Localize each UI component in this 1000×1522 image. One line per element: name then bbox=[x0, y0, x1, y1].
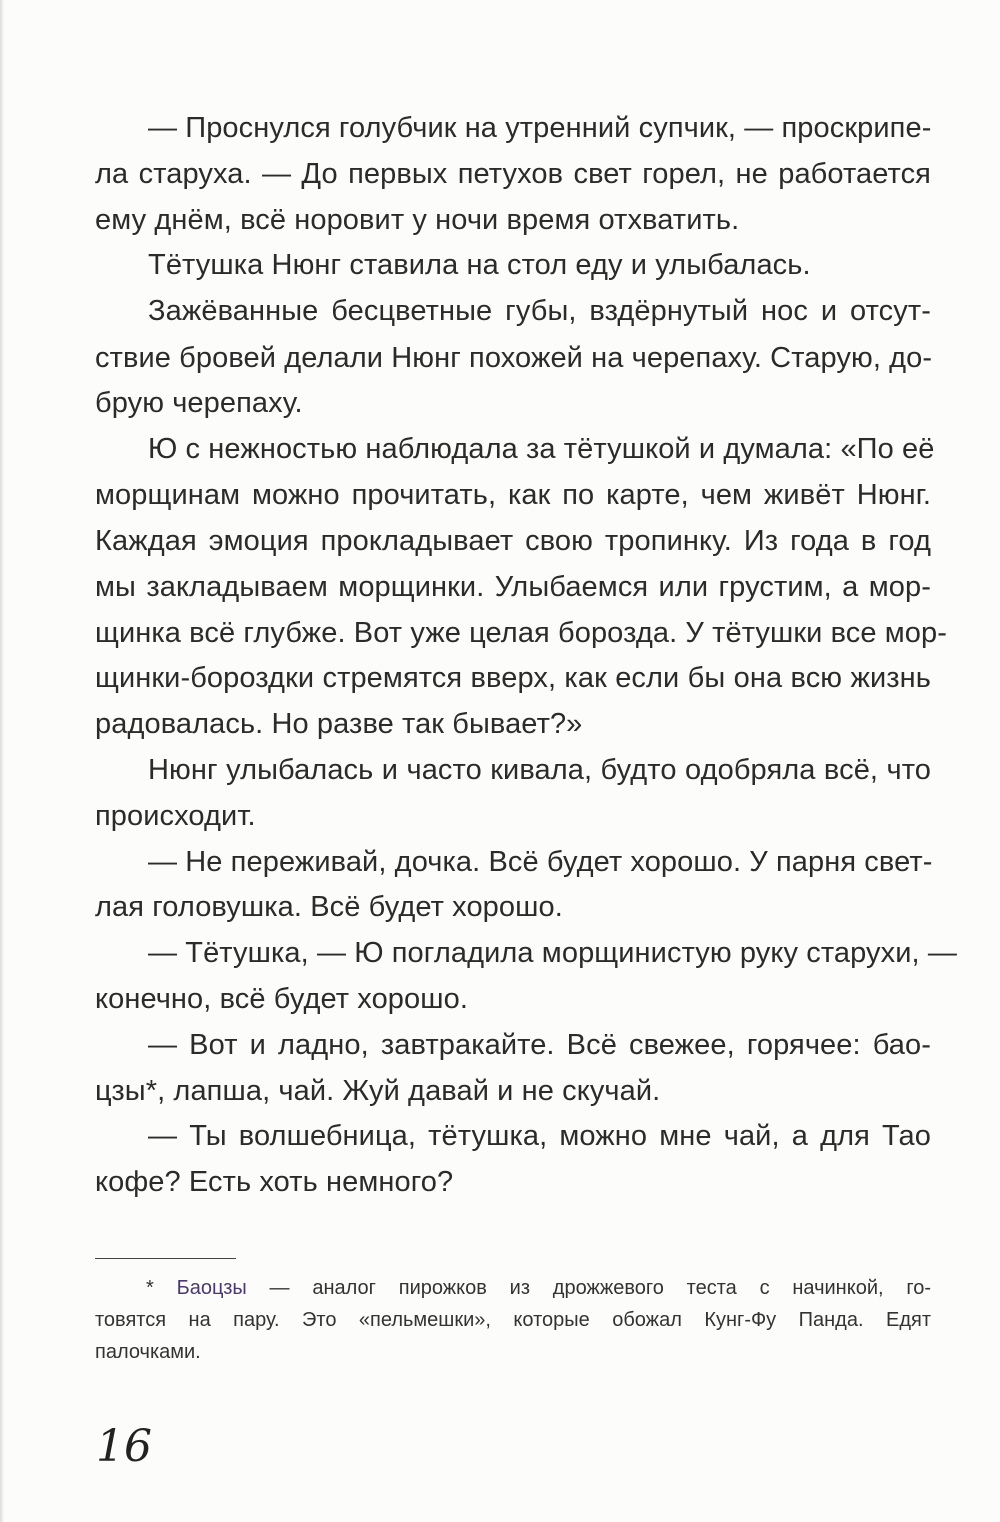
text-line: щинки-бороздки стремятся вверх, как если бы она всю жизнь bbox=[95, 662, 931, 694]
page-number: 16 bbox=[96, 1421, 152, 1472]
footnote-line: палочками. bbox=[95, 1341, 201, 1363]
footnote-divider bbox=[95, 1258, 236, 1259]
footnote-text: — аналог пирожков из дрожжевого теста с начинкой, го- bbox=[246, 1277, 931, 1299]
text-line: ему днём, всё норовит у ночи время отхватить. bbox=[95, 204, 740, 236]
footnote-term: Баоцзы bbox=[176, 1277, 247, 1299]
footnote-line bbox=[146, 1274, 931, 1302]
text-line: радовалась. Но разве так бывает?» bbox=[95, 708, 583, 740]
text-line: ствие бровей делали Нюнг похожей на черепаху. Старую, до- bbox=[95, 342, 933, 374]
text-line: Тётушка Нюнг ставила на стол еду и улыбалась. bbox=[148, 249, 811, 281]
text-line: Зажёванные бесцветные губы, вздёрнутый нос и отсут- bbox=[148, 295, 931, 327]
text-line: Ю с нежностью наблюдала за тётушкой и думала: «По её bbox=[148, 433, 935, 465]
text-line: цзы*, лапша, чай. Жуй давай и не скучай. bbox=[95, 1075, 661, 1107]
text-line: ла старуха. — До первых петухов свет горел, не работается bbox=[95, 158, 931, 190]
text-line: мы закладываем морщинки. Улыбаемся или грустим, а мор- bbox=[95, 571, 931, 603]
text-line: лая головушка. Всё будет хорошо. bbox=[95, 891, 563, 923]
text-line: морщинам можно прочитать, как по карте, чем живёт Нюнг. bbox=[95, 479, 931, 511]
text-line: — Ты волшебница, тётушка, можно мне чай, а для Тао bbox=[148, 1120, 931, 1152]
footnote-marker: * bbox=[146, 1277, 154, 1299]
page-edge-shadow bbox=[0, 0, 4, 1522]
text-line: — Вот и ладно, завтракайте. Всё свежее, горячее: бао- bbox=[148, 1029, 931, 1061]
text-line: Нюнг улыбалась и часто кивала, будто одобряла всё, что bbox=[148, 754, 931, 786]
text-line: кофе? Есть хоть немного? bbox=[95, 1166, 454, 1198]
text-line: — Проснулся голубчик на утренний супчик, — проскрипе- bbox=[148, 112, 932, 144]
footnote-line: товятся на пару. Это «пельмешки», которые обожал Кунг-Фу Панда. Едят bbox=[95, 1309, 931, 1331]
text-line: происходит. bbox=[95, 800, 256, 832]
text-line: брую черепаху. bbox=[95, 387, 303, 419]
text-line: — Не переживай, дочка. Всё будет хорошо. У парня свет- bbox=[148, 846, 933, 878]
text-line: конечно, всё будет хорошо. bbox=[95, 983, 469, 1015]
text-line: Каждая эмоция прокладывает свою тропинку. Из года в год bbox=[95, 525, 931, 557]
text-line: щинка всё глубже. Вот уже целая борозда. У тётушки все мор- bbox=[95, 617, 948, 649]
text-line: — Тётушка, — Ю погладила морщинистую руку старухи, — bbox=[148, 937, 957, 969]
